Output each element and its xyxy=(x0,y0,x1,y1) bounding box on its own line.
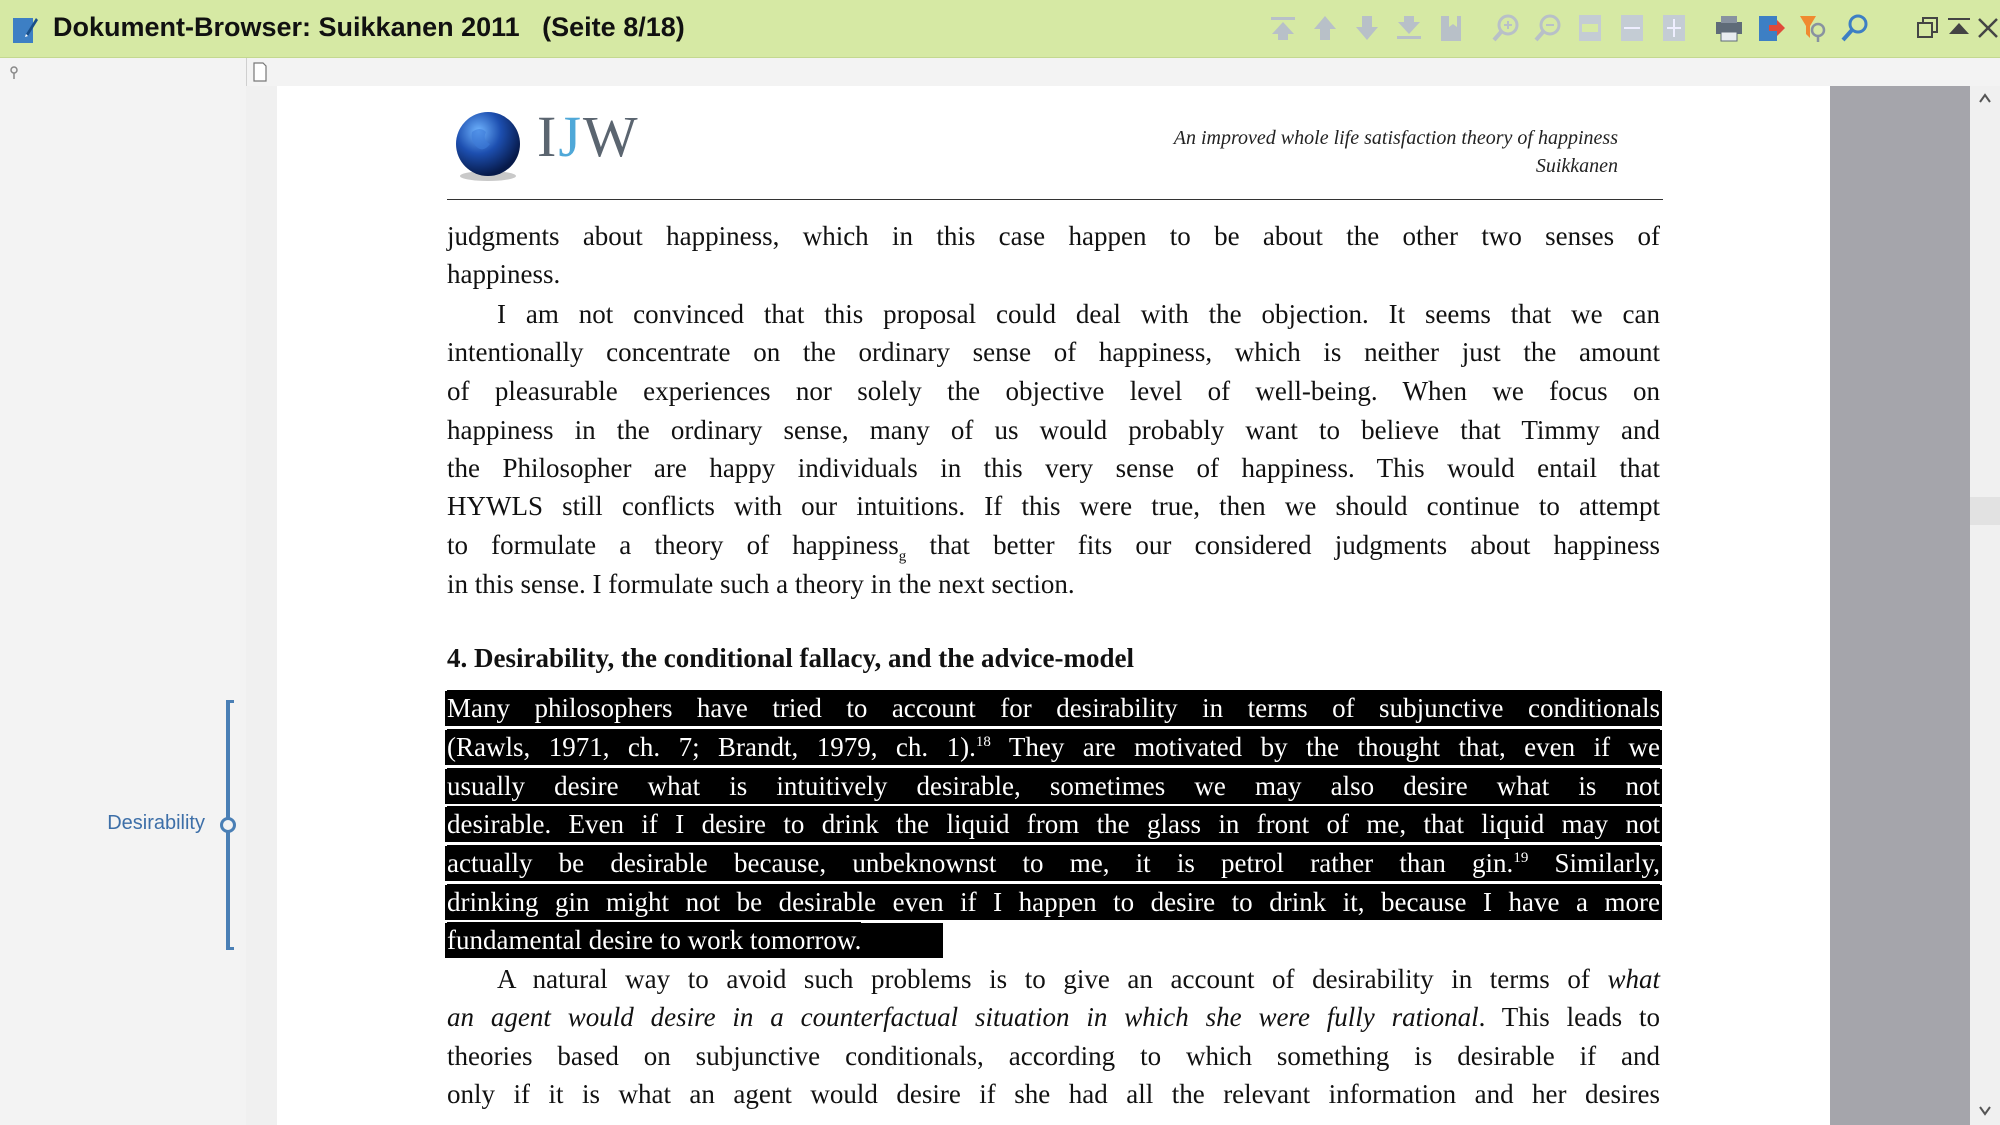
running-header xyxy=(1174,124,1618,180)
highlighted-line[interactable]: drinking gin might not be desirable even if I happen to desire to drink it, because I have a more xyxy=(447,884,1660,920)
zoom-out-icon[interactable] xyxy=(1532,12,1564,44)
text-line[interactable]: I am not convinced that this proposal could deal with the objection. It seems that we can xyxy=(497,299,1660,329)
viewer-background xyxy=(1830,86,1970,1125)
page-view-icon[interactable] xyxy=(252,62,268,82)
scroll-down-icon[interactable] xyxy=(1978,1105,1992,1117)
next-page-icon[interactable] xyxy=(1351,12,1383,44)
highlighted-line[interactable]: Many philosophers have tried to account for desirability in terms of subjunctive conditionals xyxy=(447,690,1660,726)
minimize-window-icon[interactable] xyxy=(1943,12,1969,44)
text-line[interactable]: happiness. xyxy=(447,259,561,289)
close-window-icon[interactable] xyxy=(1972,12,1998,44)
coding-margin xyxy=(0,86,246,1125)
fit-width-icon[interactable] xyxy=(1616,12,1648,44)
restore-window-icon[interactable] xyxy=(1912,12,1938,44)
highlighted-line[interactable]: actually be desirable because, unbeknownst to me, it is petrol rather than gin.$^{19}$ Similarly, xyxy=(447,845,1660,881)
running-title: An improved whole life satisfaction theory of happiness xyxy=(1173,127,1618,149)
last-page-icon[interactable] xyxy=(1393,12,1425,44)
search-icon[interactable] xyxy=(1839,12,1871,44)
running-author: Suikkanen xyxy=(1535,155,1618,177)
vertical-scrollbar[interactable] xyxy=(1970,86,2000,1125)
text-line[interactable]: intentionally concentrate on the ordinary sense of happiness, which is neither just the amount xyxy=(447,337,1660,367)
page-gutter xyxy=(247,86,277,1125)
text-line[interactable]: of pleasurable experiences nor solely the objective level of well-being. When we focus on xyxy=(447,376,1660,406)
highlighted-line[interactable]: desirable. Even if I desire to drink the liquid from the glass in front of me, that liquid may not xyxy=(447,806,1660,842)
document-browser-icon xyxy=(12,14,38,44)
scroll-up-icon[interactable] xyxy=(1978,92,1992,104)
text-line[interactable]: theories based on subjunctive conditionals, according to which something is desirable if and xyxy=(447,1041,1660,1071)
text-line[interactable]: to formulate a theory of happiness$_g$ that better fits our considered judgments about happiness xyxy=(447,530,1660,565)
first-page-icon[interactable] xyxy=(1267,12,1299,44)
section-heading[interactable]: 4. Desirability, the conditional fallacy, and the advice-model xyxy=(447,643,1134,673)
text-line[interactable]: HYWLS still conflicts with our intuitions. If this were true, then we should continue to attempt xyxy=(447,491,1660,521)
zoom-in-icon[interactable] xyxy=(1490,12,1522,44)
export-icon[interactable] xyxy=(1755,12,1787,44)
text-line[interactable]: only if it is what an agent would desire if she had all the relevant information and her desires xyxy=(447,1079,1660,1109)
text-line[interactable]: in this sense. I formulate such a theory in the next section. xyxy=(447,569,1075,599)
code-handle[interactable] xyxy=(220,817,236,833)
text-line[interactable]: happiness in the ordinary sense, many of us would probably want to believe that Timmy and xyxy=(447,415,1660,445)
bookmark-icon[interactable] xyxy=(1435,12,1467,44)
zoom-100-icon[interactable] xyxy=(1574,12,1606,44)
margin-divider[interactable] xyxy=(246,58,247,86)
text-line[interactable]: judgments about happiness, which in this case happen to be about the other two senses of xyxy=(447,221,1660,251)
fit-page-icon[interactable] xyxy=(1658,12,1690,44)
text-line[interactable]: A natural way to avoid such problems is to give an account of desirability in terms of what xyxy=(497,964,1660,994)
highlighted-line[interactable]: fundamental desire to work tomorrow. xyxy=(447,922,861,958)
globe-logo-icon xyxy=(452,110,524,182)
text-line[interactable]: an agent would desire in a counterfactual situation in which she were fully rational. This leads to xyxy=(447,1002,1660,1032)
journal-logo-text: IJW xyxy=(537,104,640,169)
code-bracket-top xyxy=(226,700,234,703)
scroll-thumb[interactable] xyxy=(1970,497,2000,525)
filter-codes-icon[interactable] xyxy=(1797,12,1829,44)
pin-icon[interactable] xyxy=(6,64,22,80)
window-title: Dokument-Browser: Suikkanen 2011 (Seite 8/18) xyxy=(53,12,685,42)
title-bar xyxy=(0,0,2000,58)
header-rule xyxy=(447,199,1663,200)
text-line[interactable]: the Philosopher are happy individuals in this very sense of happiness. This would entail that xyxy=(447,453,1660,483)
highlighted-line[interactable]: usually desire what is intuitively desirable, sometimes we may also desire what is not xyxy=(447,768,1660,804)
pdf-page[interactable] xyxy=(277,86,1830,1125)
margin-toolbar xyxy=(0,58,2000,86)
highlighted-line[interactable]: (Rawls, 1971, ch. 7; Brandt, 1979, ch. 1).$^{18}$ They are motivated by the thought that, even if we xyxy=(447,729,1660,765)
code-label[interactable]: Desirability xyxy=(107,812,205,834)
code-bracket-bottom xyxy=(226,947,234,950)
previous-page-icon[interactable] xyxy=(1309,12,1341,44)
print-icon[interactable] xyxy=(1713,12,1745,44)
